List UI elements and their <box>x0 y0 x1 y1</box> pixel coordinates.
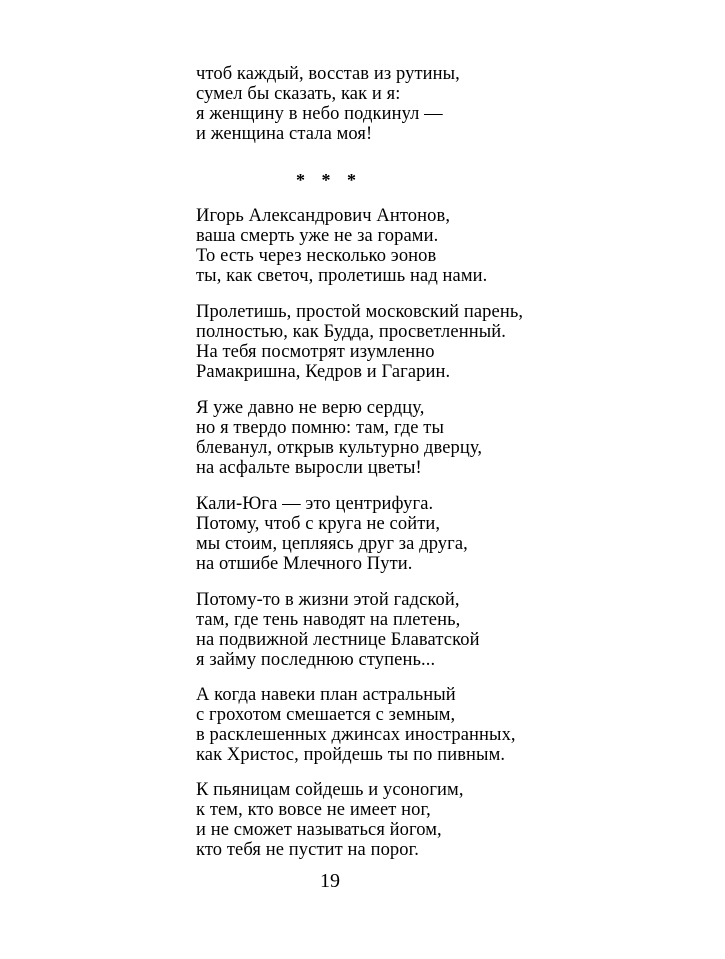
verse-line: мы стоим, цепляясь друг за друга, <box>196 534 468 554</box>
verse-line: Потому, чтоб с круга не сойти, <box>196 514 441 534</box>
verse-line: То есть через несколько эонов <box>196 246 437 266</box>
stanza-6 <box>196 590 536 670</box>
verse-line: чтоб каждый, восстав из рутины, <box>196 64 460 84</box>
verse-line: я займу последнюю ступень... <box>196 650 436 670</box>
verse-line: блеванул, открыв культурно дверцу, <box>196 438 483 458</box>
verse-line: полностью, как Будда, просветленный. <box>196 322 506 342</box>
verse-line: Игорь Александрович Антонов, <box>196 206 451 226</box>
verse-line: там, где тень наводят на плетень, <box>196 610 461 630</box>
verse-line: но я твердо помню: там, где ты <box>196 418 445 438</box>
verse-line: как Христос, пройдешь ты по пивным. <box>196 745 506 765</box>
verse-line: и не сможет называться йогом, <box>196 820 442 840</box>
verse-line: с грохотом смешается с земным, <box>196 705 456 725</box>
verse-line: я женщину в небо подкинул — <box>196 104 443 124</box>
verse-line: сумел бы сказать, как и я: <box>196 84 401 104</box>
verse-line: На тебя посмотрят изумленно <box>196 342 435 362</box>
verse-line: к тем, кто вовсе не имеет ног, <box>196 800 431 820</box>
verse-line: К пьяницам сойдешь и усоногим, <box>196 780 464 800</box>
verse-line: и женщина стала моя! <box>196 124 373 144</box>
stanza-5 <box>196 494 536 574</box>
verse-line: ты, как светоч, пролетишь над нами. <box>196 266 488 286</box>
stanza-4 <box>196 398 536 478</box>
section-separator: * * * <box>296 170 362 190</box>
page-number: 19 <box>320 870 340 892</box>
verse-line: на подвижной лестнице Блаватской <box>196 630 480 650</box>
stanza-1 <box>196 64 536 144</box>
verse-line: на отшибе Млечного Пути. <box>196 554 413 574</box>
verse-line: А когда навеки план астральный <box>196 685 456 705</box>
verse-line: ваша смерть уже не за горами. <box>196 226 439 246</box>
stanza-2 <box>196 206 536 286</box>
verse-line: в расклешенных джинсах иностранных, <box>196 725 516 745</box>
stanza-8 <box>196 780 536 860</box>
verse-line: кто тебя не пустит на порог. <box>196 840 419 860</box>
verse-line: Я уже давно не верю сердцу, <box>196 398 425 418</box>
stanza-7 <box>196 685 536 765</box>
verse-line: Рамакришна, Кедров и Гагарин. <box>196 362 451 382</box>
verse-line: Потому-то в жизни этой гадской, <box>196 590 460 610</box>
stanza-3 <box>196 302 536 382</box>
verse-line: Кали-Юга — это центрифуга. <box>196 494 434 514</box>
verse-line: на асфальте выросли цветы! <box>196 458 422 478</box>
verse-line: Пролетишь, простой московский парень, <box>196 302 524 322</box>
